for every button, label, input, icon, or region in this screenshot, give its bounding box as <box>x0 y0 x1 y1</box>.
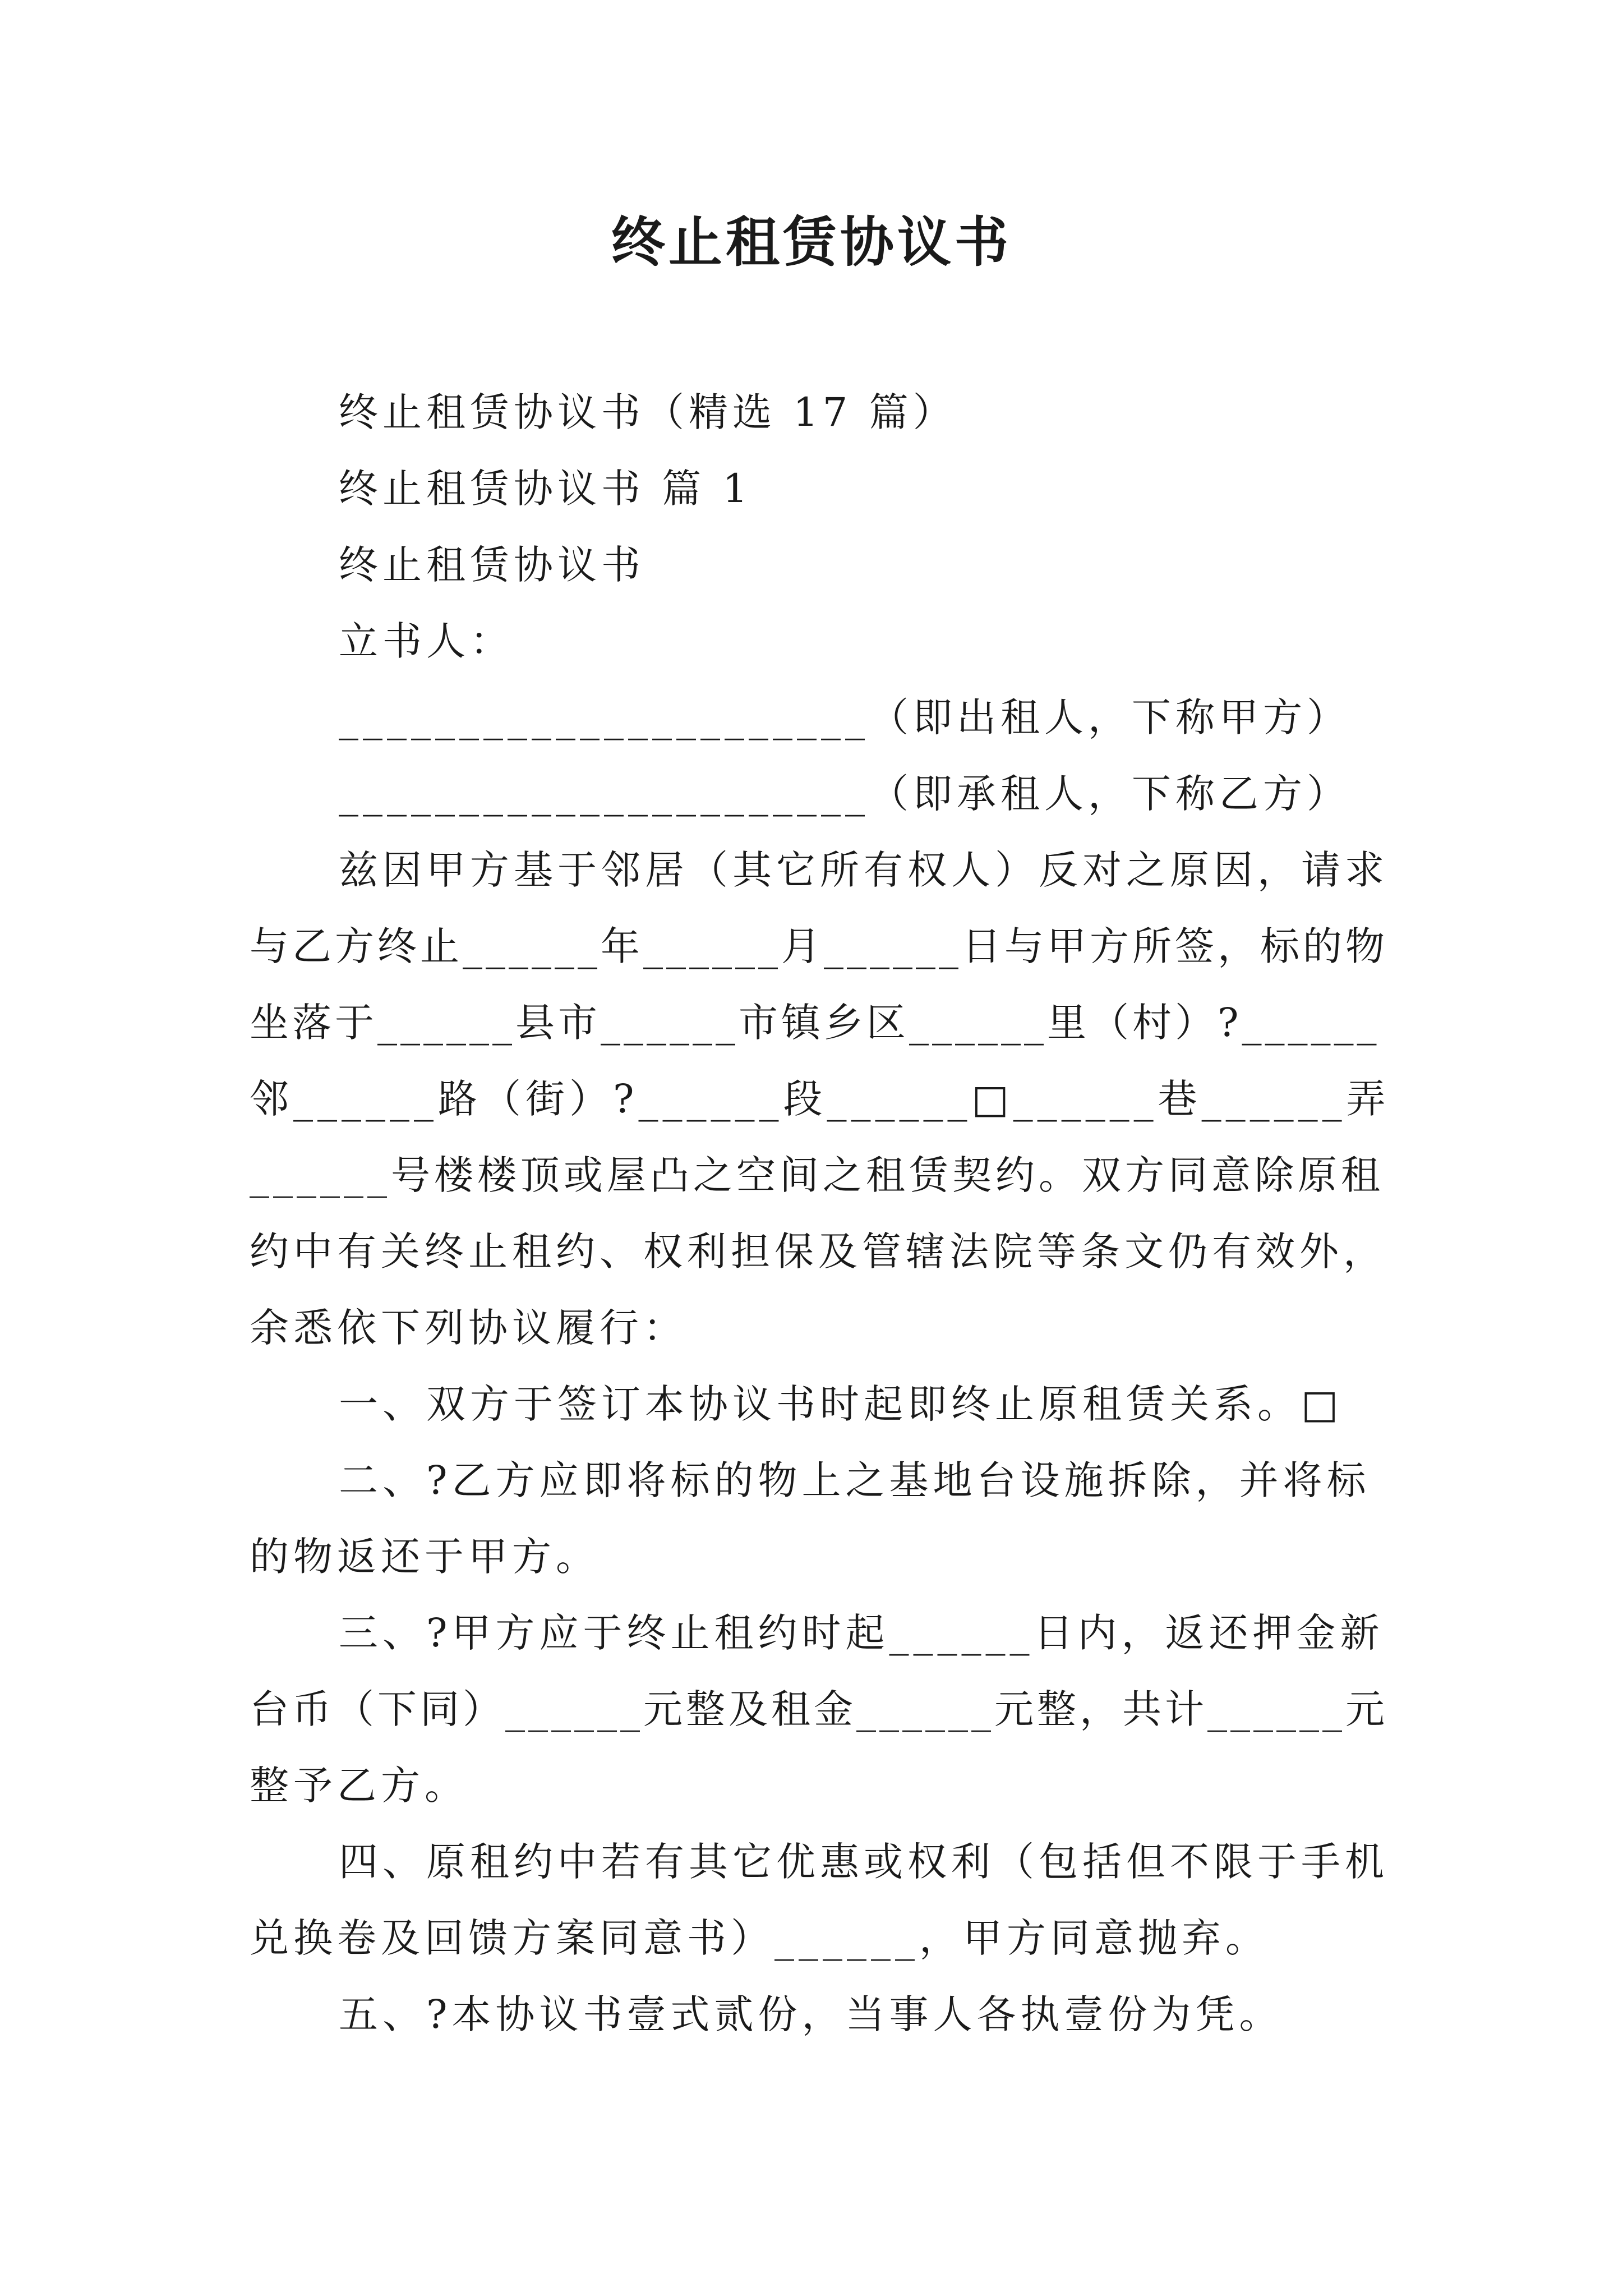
clause-4-line: 兑换卷及回馈方案同意书）______，甲方同意抛弃。 <box>250 1915 1269 1961</box>
signer-label: 立书人： <box>339 618 514 664</box>
subtitle: 终止租赁协议书（精选 17 篇） <box>339 389 957 435</box>
paragraph-line: 与乙方终止______年______月______日与甲方所签，标的物 <box>250 923 1388 969</box>
document-title: 终止租赁协议书 <box>611 210 1012 274</box>
party-a-line: ______________________（即出租人，下称甲方） <box>339 694 1350 740</box>
clause-2-line: 的物返还于甲方。 <box>250 1534 600 1580</box>
paragraph-line: 余悉依下列协议履行： <box>250 1305 687 1351</box>
clause-4-line: 四、原租约中若有其它优惠或权利（包括但不限于手机 <box>339 1839 1389 1885</box>
party-b-line: ______________________（即承租人，下称乙方） <box>339 771 1350 817</box>
clause-3-line: 整予乙方。 <box>250 1763 468 1809</box>
clause-5: 五、?本协议书壹式贰份，当事人各执壹份为凭。 <box>339 1991 1283 2037</box>
paragraph-line: 坐落于______县市______市镇乡区______里（村）?______ <box>250 1000 1380 1046</box>
paragraph-line: 兹因甲方基于邻居（其它所有权人）反对之原因，请求 <box>339 847 1389 893</box>
paragraph-line: 邻______路（街）?______段______□______巷______弄 <box>250 1076 1390 1122</box>
clause-3-line: 三、?甲方应于终止租约时起______日内，返还押金新 <box>339 1610 1384 1656</box>
clause-2-line: 二、?乙方应即将标的物上之基地台设施拆除，并将标 <box>339 1457 1371 1503</box>
section-heading: 终止租赁协议书 篇 1 <box>339 466 753 512</box>
clause-1: 一、双方于签订本协议书时起即终止原租赁关系。□ <box>339 1381 1343 1427</box>
clause-3-line: 台币（下同）______元整及租金______元整，共计______元 <box>250 1686 1388 1732</box>
paragraph-line: 约中有关终止租约、权利担保及管辖法院等条文仍有效外， <box>250 1228 1387 1274</box>
paragraph-line: ______号楼楼顶或屋凸之空间之租赁契约。双方同意除原租 <box>250 1152 1384 1198</box>
doc-heading: 终止租赁协议书 <box>339 542 645 588</box>
